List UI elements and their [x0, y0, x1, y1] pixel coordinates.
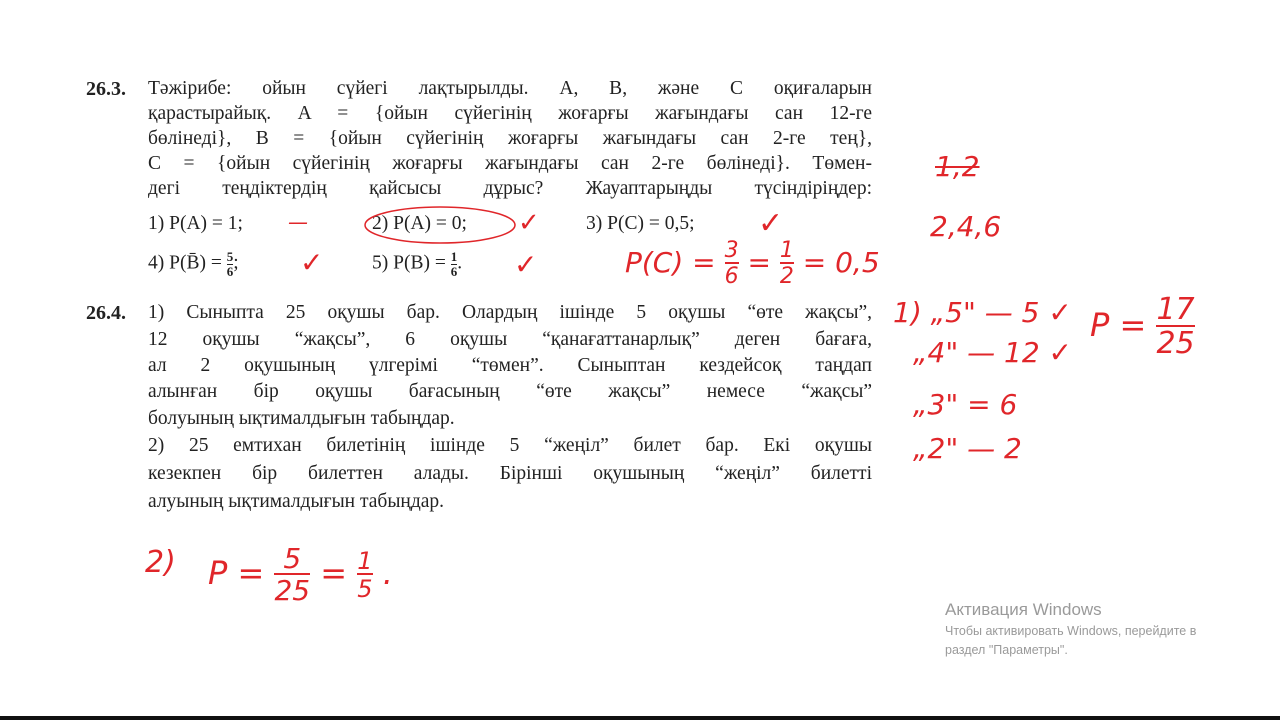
check-icon: ✓	[758, 206, 784, 241]
pc-calculation	[625, 240, 880, 288]
text-line: бөлінеді}, B = {ойын сүйегінің жоғарғы жағындағы сан 2-ге тең},	[148, 128, 872, 149]
option-1: 1) P(A) = 1;	[148, 213, 243, 234]
pc-lhs: P(C) =	[625, 246, 716, 279]
grade-5	[893, 296, 1072, 329]
denominator: 6	[450, 263, 458, 279]
answer-2	[208, 542, 393, 607]
circle-annotation	[362, 204, 518, 246]
bottom-bar	[0, 716, 1280, 720]
text-line: ал 2 оқушының үлгерімі “төмен”. Сыныптан кездейсоқ таңдап	[148, 355, 872, 376]
denominator: 25	[274, 574, 311, 607]
pc-result: = 0,5	[802, 246, 880, 279]
grade-text: 1) „5" — 5	[893, 296, 1040, 329]
text-line: алуының ықтималдығын табыңдар.	[148, 491, 445, 512]
grade-text: „4" — 12	[913, 336, 1040, 369]
denominator: 5	[357, 575, 373, 603]
option-4-label: 4) P(B̄) =	[148, 252, 227, 274]
set-a: 1,2	[935, 150, 980, 183]
text-line: 2) 25 емтихан билетінің ішінде 5 “жеңіл” билет бар. Екі оқушы	[148, 435, 872, 456]
check-icon: ✓	[300, 246, 324, 279]
numerator: 3	[724, 238, 739, 263]
check-icon: ✓	[1048, 336, 1073, 369]
text-line: қарастырайық. A = {ойын сүйегінің жоғарғы жағындағы сан 12-ге	[148, 103, 872, 124]
text-line: Тәжірибе: ойын сүйегі лақтырылды. A, B, және C оқиғаларын	[148, 78, 872, 99]
denominator: 25	[1156, 326, 1195, 361]
equals: =	[747, 246, 771, 279]
grade-2: „2" — 2	[913, 432, 1022, 465]
grade-4	[913, 336, 1072, 369]
option-2: 2) P(A) = 0;	[372, 213, 467, 234]
denominator: 6	[724, 264, 739, 289]
problem-number: 26.3.	[86, 78, 126, 100]
denominator: 6	[226, 263, 234, 279]
dash-mark: —	[288, 210, 308, 234]
watermark-line: раздел "Параметры".	[945, 643, 1068, 657]
watermark-line: Чтобы активировать Windows, перейдите в	[945, 624, 1197, 638]
problem-number: 26.4.	[86, 302, 126, 324]
equals: =	[320, 554, 348, 592]
option-4: 4) P(B̄) = $\frac{5}{6}$ ;	[148, 249, 239, 279]
option-5-label: 5) P(B) =	[372, 252, 451, 274]
check-icon: ✓	[518, 208, 540, 238]
text-line: 12 оқушы “жақсы”, 6 оқушы “қанағаттанарлық” деген бағаға,	[148, 329, 872, 350]
denominator: 2	[779, 264, 794, 289]
text-line: дегі теңдіктердің қайсысы дұрыс? Жауаптарыңды түсіндіріңдер:	[148, 178, 872, 199]
answer-1	[1090, 292, 1195, 361]
numerator: 5	[283, 542, 302, 575]
p-label: P =	[208, 554, 265, 592]
numerator: 1	[357, 547, 373, 575]
option-5: 5) P(B) = $\frac{1}{6}$ .	[372, 249, 463, 279]
text-line: C = {ойын сүйегінің жоғарғы жағындағы сан 2-ге бөлінеді}. Төмен-	[148, 153, 872, 174]
p-label: P =	[1090, 306, 1147, 344]
watermark-title: Активация Windows	[945, 600, 1102, 619]
numerator: 1	[779, 238, 794, 263]
set-c: 2,4,6	[930, 210, 1002, 243]
text-line: 1) Сыныпта 25 оқушы бар. Олардың ішінде 5 оқушы “өте жақсы”,	[148, 302, 872, 323]
grade-3: „3" = 6	[913, 388, 1018, 421]
text-line: алынған бір оқушы бағасының “өте жақсы” немесе “жақсы”	[148, 381, 872, 402]
numerator: 1	[450, 249, 458, 264]
text-line: кезекпен бір билеттен алады. Бірінші оқушының “жеңіл” билетті	[148, 463, 872, 484]
answer-2-label: 2)	[145, 545, 176, 580]
numerator: 5	[226, 249, 234, 264]
numerator: 17	[1156, 292, 1195, 327]
dot: .	[382, 554, 393, 592]
check-icon: ✓	[514, 248, 538, 281]
option-3: 3) P(C) = 0,5;	[586, 213, 695, 234]
text-line: болуының ықтималдығын табыңдар.	[148, 408, 455, 429]
check-icon: ✓	[1048, 296, 1072, 329]
